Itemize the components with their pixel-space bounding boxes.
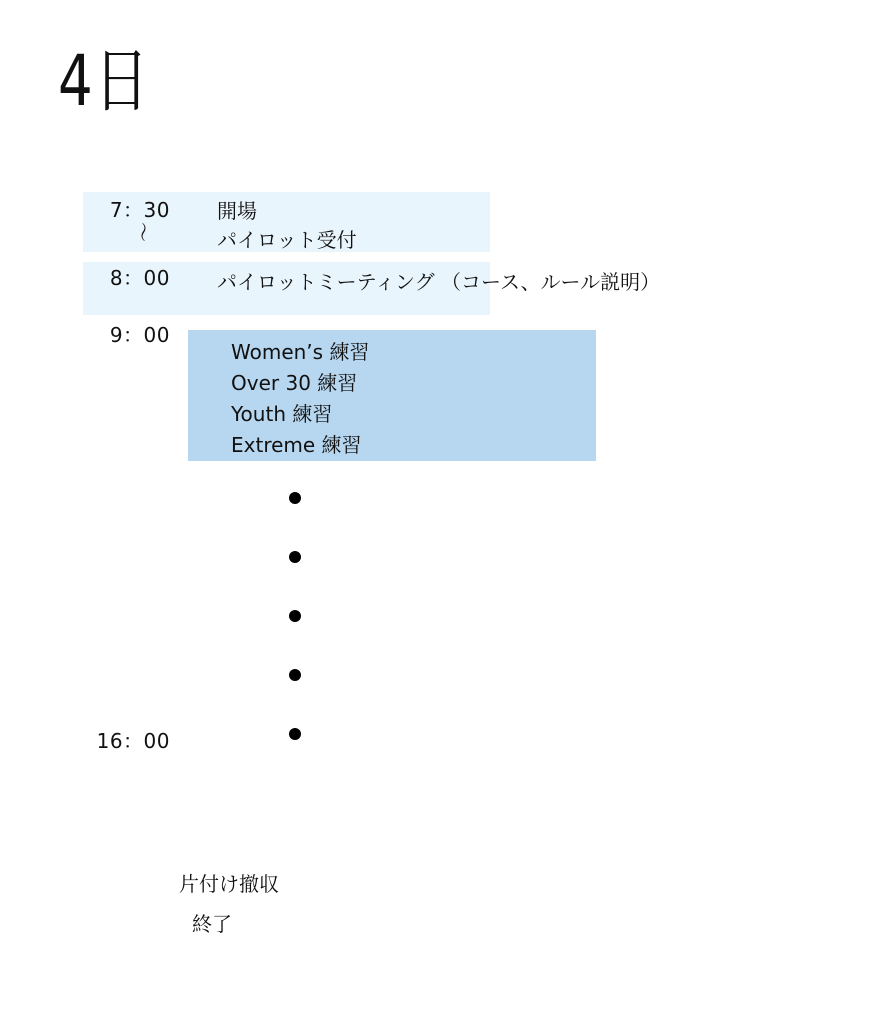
bullet-dot-icon: [289, 551, 301, 563]
bullet-dot-icon: [289, 610, 301, 622]
page-title: 4日: [58, 40, 151, 122]
event-pilot-reception: パイロット受付: [217, 228, 357, 252]
practice-item-youth: Youth 練習: [231, 402, 333, 426]
range-mark: ～: [131, 222, 155, 242]
bullet-dot-icon: [289, 669, 301, 681]
practice-item-extreme: Extreme 練習: [231, 433, 362, 457]
bullet-dot-icon: [289, 492, 301, 504]
continuation-dots: [289, 492, 301, 787]
time-label-0800: 8：00: [109, 266, 170, 290]
practice-item-womens: Women’s 練習: [231, 340, 370, 364]
event-end: 終了: [192, 912, 232, 936]
event-opening: 開場: [217, 199, 257, 223]
time-label-0900: 9：00: [109, 323, 170, 347]
time-label-1600: 16：00: [96, 729, 170, 753]
event-cleanup: 片付け撤収: [179, 872, 279, 896]
practice-item-over30: Over 30 練習: [231, 371, 358, 395]
time-label-0730: 7：30: [109, 198, 170, 222]
event-pilot-meeting: パイロットミーティング （コース、ルール説明）: [217, 270, 661, 294]
practice-list: [231, 337, 369, 461]
bullet-dot-icon: [289, 728, 301, 740]
